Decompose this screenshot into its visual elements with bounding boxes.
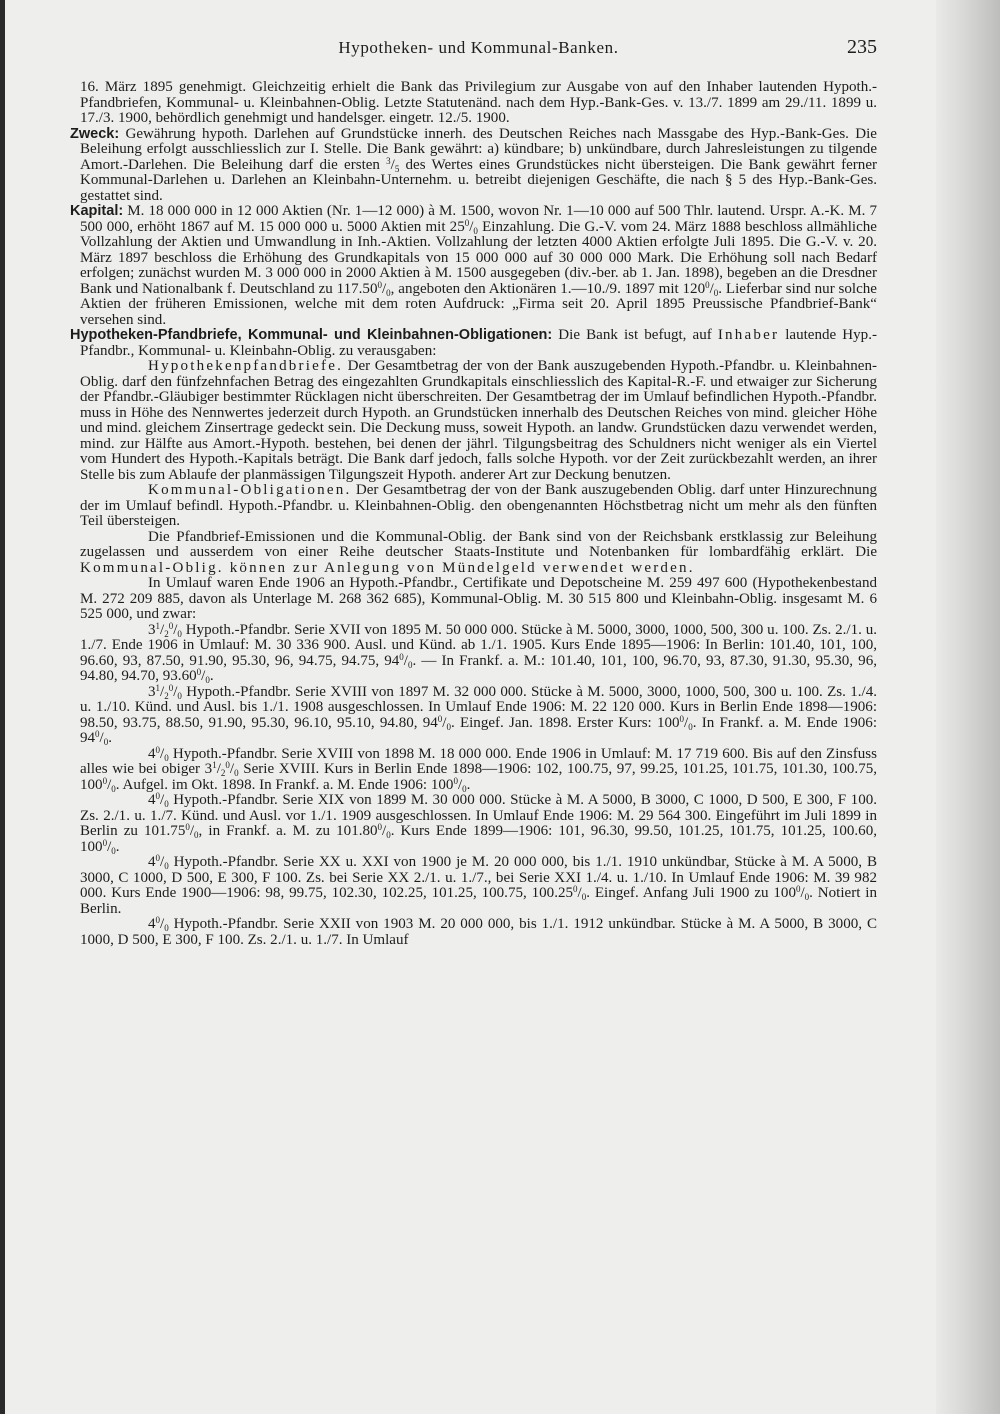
percent-sup: 0 [168,682,174,693]
percent-sup: 0 [679,713,685,724]
percent-sub: 0 [713,287,719,298]
fraction-denominator: 2 [220,768,226,778]
paragraph-text: , in Frankf. a. M. zu 101.80 [198,823,378,839]
section-label-kapital: Kapital: [70,203,124,219]
paragraph-serie-xxii: $4^0/_0$ Hypoth.-Pfandbr. Serie XXII von 1903 M. 20 000 000, bis 1./1. 1912 unkündbar. Stücke à M. A 5000, B 3000, C 1000, D 500, E 300, F 100. Zs. 2./1. u. 1./7. In Umlauf [80,915,877,948]
section-label-pfandbriefe: Hypotheken-Pfandbriefe, Kommunal- und Kleinbahnen-Obligationen: [70,327,553,343]
percent-sub: 0 [111,783,116,794]
percent-sub: 0 [581,892,587,902]
fraction-numerator: 1 [212,760,217,770]
paragraph-umlauf [80,576,877,623]
paragraph-text: Hypoth.-Pfandbr. Serie XVIII von 1897 M. 32 000 000. Stücke à M. 5000, 3000, 1000, 500, 300 u. 100. Zs. 1./4. u. 1./10. Künd. und Ausl. bis 1./1. 1908 ausgeschlossen. In Umlauf Ende 1906: M. 22 120 000. Kurs in Berlin Ende 1898—1906: 98.50, 93.75, 88.50, 91.90, 95.30, 96.10, 95.10, 94.80, 94 [80,683,877,731]
paragraph-pfandbriefe-intro [70,327,877,359]
paragraph-zweck: Zweck: Gewährung hypoth. Darlehen auf Grundstücke innerh. des Deutschen Reiches nach Massgabe des Hyp.-Bank-Ges. Die Beleihung erfolgt ausschliesslich zur I. Stelle. Die Bank gewährt: a) kündbare; b) unkündbare, durch Jahresleistungen zu tilgende Amort.-Darlehen. Die Beleihung darf die ersten $^3/_5$ des Wertes eines Grundstückes nicht übersteigen. Die Bank gewährt ferner Kommunal-Darlehen u. Darlehen an Kleinbahn-Unternehm. u. betreibt diejenigen Geschäfte, die nach § 5 des Hyp.-Bank-Ges. gestattet sind. [70,125,878,204]
rate-whole: 4 [148,792,156,808]
percent-sup: 0 [155,853,161,863]
paragraph-text: In Umlauf waren Ende 1906 an Hypoth.-Pfandbr., Certifikate und Depotscheine M. 259 497 600 (Hypothekenbestand M. 272 209 885, davon als Unterlage M. 268 362 685), Kommunal-Oblig. M. 30 515 800 und Kleinbahn-Oblig. insgesamt M. 6 525 000, und zwar: [80,575,877,622]
percent-sub: 0 [164,752,169,763]
percent-sub: 0 [111,845,116,856]
section-label-zweck: Zweck: [70,125,120,142]
rate-whole: 4 [148,745,156,762]
percent-sub: 0 [194,830,199,840]
scan-edge-left [0,0,5,1414]
paragraph-text: M. 18 000 000 in 12 000 Aktien (Nr. 1—12 000) à M. 1500, wovon Nr. 1—10 000 auf 500 Thlr. lautend. Urspr. A.-K. M. 7 500 000, erhöht 1867 auf M. 15 000 000 u. 5000 Aktien mit 25 [80,203,877,235]
paragraph-kommunal-obligationen [80,483,877,530]
percent-sup: 0 [168,620,174,631]
fraction-numerator: 1 [155,682,161,693]
paragraph-serie-xviii-1898: $4^0/_0$ Hypoth.-Pfandbr. Serie XVIII von 1898 M. 18 000 000. Ende 1906 in Umlauf: M. 17 719 600. Bis auf den Zinsfuss alles wie bei obiger $3^1/_2^0/_0$ Serie XVIII. Kurs in Berlin Ende 1898—1906: 102, 100.75, 97, 99.25, 101.25, 101.75, 101.30, 100.75, $100^0/_0$. Aufgel. im Okt. 1898. In Frankf. a. M. Ende 1906: $100^0/_0$. [80,744,877,794]
paragraph-text: . — In Frankf. a. M.: 101.40, 101, 100, 96.70, 93, 87.30, 91.30, 95.30, 96, 94.80, 94.70, 93.60 [80,652,877,684]
percent-sub: 0 [164,923,169,933]
paragraph-text: Einzahlung. Die G.-V. vom 24. März 1888 beschloss allmähliche Vollzahlung der Aktien und Umwandlung in Inh.-Aktien. Vollzahlung der letzten 4000 Aktien erfolgte Juli 1895. Die G.-V. v. 20. März 1897 beschloss die Erhöhung des Grundkapitals von 15 000 000 auf 30 000 000 Mark. Die Erhöhung soll nach Bedarf erfolgen; zunächst wurden M. 3 000 000 in 2000 Aktien à M. 1500 ausgegeben (div.-ber. ab 1. Jan. 1898), begeben an die Dresdner Bank und Nationalbank f. Deutschland zu 117.50 [80,218,877,297]
spaced-text: Inhaber [717,327,780,343]
percent-sub: 0 [164,799,169,809]
paragraph-text: . Eingef. Jan. 1898. Erster Kurs: 100 [450,714,680,731]
percent-sub: 0 [177,690,182,701]
percent-sub: 0 [205,675,210,685]
percent-sup: 0 [155,915,161,925]
rate-whole: 4 [148,854,156,870]
percent-sup: 0 [705,279,710,290]
percent-sub: 0 [177,628,182,639]
percent-sup: 0 [377,279,382,290]
paragraph-text: Gewährung hypoth. Darlehen auf Grundstücke innerh. des Deutschen Reiches nach Massgabe des Hyp.-Bank-Ges. Die Beleihung erfolgt ausschliesslich zur I. Stelle. Die Bank gewährt: a) kündbare; b) unkündbare, durch Jahresleistungen zu tilgende Amort.-Darlehen. Die Beleihung darf die ersten [80,125,877,173]
percent-sup: 0 [102,775,108,786]
paragraph-serie-xix: $4^0/_0$ Hypoth.-Pfandbr. Serie XIX von 1899 M. 30 000 000. Stücke à M. A 5000, B 3000, C 1000, D 500, E 300, F 100. Zs. 2./1. u. 1./7. Künd. und Ausl. vor 1./1. 1909 ausgeschlossen. In Umlauf Ende 1906: M. 29 564 300. Eingeführt im Juli 1899 in Berlin zu $101.75^0/_0$, in Frankf. a. M. zu $101.80^0/_0$. Kurs Ende 1899—1906: 101, 96.30, 99.50, 101.25, 101.75, 101.25, 100.60, $100^0/_0$. [80,791,877,856]
percent-sub: 0 [164,861,169,871]
paragraph-text: Der Gesamtbetrag der von der Bank auszugebenden Hypoth.-Pfandbr. u. Kleinbahnen-Oblig. darf den fünfzehnfachen Betrag des eingezahlten Grundkapitals einschliesslich des Kapital-R.-F. und etwaiger zur Sicherung der Pfandbr.-Gläubiger bestimmter Rücklagen nicht überschreiten. Der Gesamtbetrag der im Umlauf befindlichen Hypoth.-Pfandbr. muss in Höhe des Nennwertes jederzeit durch Hypoth. an Grundstücken innerhalb des Deutschen Reiches von mind. gleicher Höhe und mind. gleichem Zinsertrage gedeckt sein. Die Deckung muss, soweit Hypoth. an landw. Grundstücken dazu verwendet werden, mind. zur Hälfte aus Amort.-Hypoth. bestehen, bei denen der jährl. Tilgungsbeitrag des Schuldners nicht weniger als ein Viertel vom Hundert des Hypoth.-Kapitals beträgt. Die Bank darf jedoch, falls solche Hypoth. vor der Zeit zurückbezahlt werden, an ihrer Stelle bis zum Ablaufe der planmässigen Tilgungszeit Hypoth. anderer Art zur Deckung benutzen. [80,358,877,483]
paragraph-text: 16. März 1895 genehmigt. Gleichzeitig erhielt die Bank das Privilegium zur Ausgabe von auf den Inhaber lautenden Hypoth.-Pfandbriefen, Kommunal- u. Kleinbahnen-Oblig. Letzte Statutenänd. nach dem Hyp.-Bank-Ges. v. 13./7. 1899 am 29./11. 1899 u. 17./3. 1900, behördlich genehmigt und handelsger. eingetr. 12./5. 1900. [80,79,877,126]
percent-sub: 0 [446,721,451,732]
paragraph-text: Hypoth.-Pfandbr. Serie XIX von 1899 M. 30 000 000. Stücke à M. A 5000, B 3000, C 1000, D 500, E 300, F 100. Zs. 2./1. u. 1./7. Künd. und Ausl. vor 1./1. 1909 ausgeschlossen. In Umlauf Ende 1906: M. 29 564 300. Eingeführt im Juli 1899 in Berlin zu 101.75 [80,792,877,839]
percent-sup: 0 [399,651,404,662]
fraction-denominator: 5 [394,163,400,174]
paragraph-text: Hypoth.-Pfandbr. Serie XVIII von 1898 M. 18 000 000. Ende 1906 in Umlauf: M. 17 719 600. Bis auf den Zinsfuss alles wie bei obiger 3 [80,745,877,777]
fraction-numerator: 3 [386,155,391,166]
rate-whole: 3 [148,683,156,700]
percent-sup: 0 [437,713,443,724]
percent-sup: 0 [155,791,161,801]
percent-sub: 0 [386,287,391,298]
spaced-text: Kommunal-Oblig. können zur Anlegung von Mündelgeld verwendet werden. [80,559,695,576]
percent-sub: 0 [234,768,239,778]
paragraph-text: . [209,668,214,684]
paragraph-serie-xx-xxi: $4^0/_0$ Hypoth.-Pfandbr. Serie XX u. XXI von 1900 je M. 20 000 000, bis 1./1. 1910 unkündbar, Stücke à M. A 5000, B 3000, C 1000, D 500, E 300, F 100. Zs. bei Serie XX 2./1. u. 1./7., bei Serie XXI 1./4. u. 1./10. In Umlauf Ende 1906: M. 39 982 000. Kurs Ende 1900—1906: 98, 99.75, 102.30, 102.25, 101.25, 100.75, $100.25^0/_0$. Eingef. Anfang Juli 1900 zu $100^0/_0$. Notiert in Berlin. [80,853,877,917]
percent-sup: 0 [185,822,190,832]
paragraph-text: . [108,730,112,746]
percent-sub: 0 [462,783,467,794]
rate-whole: 4 [148,916,156,932]
percent-sub: 0 [103,737,109,747]
paragraph-text: Der Gesamtbetrag der von der Bank auszugebenden Oblig. darf unter Hinzurechnung der im Umlauf befindl. Hypoth.-Pfandbr. u. Kleinbahnen-Oblig. den obengenannten Höchstbetrag nicht um mehr als den fünften Teil übersteigen. [80,482,877,529]
percent-sup: 0 [225,760,230,770]
percent-sup: 0 [795,884,801,894]
percent-sub: 0 [407,659,413,670]
percent-sup: 0 [155,744,161,755]
percent-sub: 0 [386,830,391,840]
paragraph-text: . Eingef. Anfang Juli 1900 zu 100 [586,885,796,901]
running-head: Hypotheken- und Kommunal-Banken. [338,38,619,57]
paragraph-text: Die Bank ist befugt, auf [552,327,718,343]
paragraph-text: . Kurs Ende 1899—1906: 101, 96.30, 99.50, 101.25, 101.75, 101.25, 100.60, 100 [80,823,877,855]
paragraph-text: Hypoth.-Pfandbr. Serie XXII von 1903 M. 20 000 000, bis 1./1. 1912 unkündbar. Stücke à M. A 5000, B 3000, C 1000, D 500, E 300, F 100. Zs. 2./1. u. 1./7. In Umlauf [80,916,877,948]
paragraph-hypothekenpfandbriefe [80,359,877,483]
spaced-heading: Kommunal-Obligationen. [148,482,352,498]
paragraph-text: . Notiert in Berlin. [80,885,877,917]
paragraph-text: lautende Hyp.-Pfandbr., Kommunal- u. Kleinbahn-Oblig. zu verausgaben: [80,327,877,359]
rate-whole: 3 [148,621,156,638]
paragraph-text: , angeboten den Aktionären 1.—10./9. 1897 mit 120 [390,280,706,297]
paragraph-text: . [115,838,120,855]
paragraph-serie-xviii-1897: $3^1/_2^0/_0$ Hypoth.-Pfandbr. Serie XVIII von 1897 M. 32 000 000. Stücke à M. 5000, 3000, 1000, 500, 300 u. 100. Zs. 1./4. u. 1./10. Künd. und Ausl. bis 1./1. 1908 ausgeschlossen. In Umlauf Ende 1906: M. 22 120 000. Kurs in Berlin Ende 1898—1906: 98.50, 93.75, 88.50, 91.90, 95.30, 96.10, 95.10, 94.80, $94^0/_0$. Eingef. Jan. 1898. Erster Kurs: $100^0/_0$. In Frankf. a. M. Ende 1906: $94^0/_0$. [80,682,877,747]
page-header [80,36,877,66]
paragraph-charter [80,80,877,127]
paragraph-text: Hypoth.-Pfandbr. Serie XX u. XXI von 1900 je M. 20 000 000, bis 1./1. 1910 unkündbar, Stücke à M. A 5000, B 3000, C 1000, D 500, E 300, F 100. Zs. bei Serie XX 2./1. u. 1./7., bei Serie XXI 1./4. u. 1./10. In Umlauf Ende 1906: M. 39 982 000. Kurs Ende 1900—1906: 98, 99.75, 102.30, 102.25, 101.25, 100.75, 100.25 [80,854,877,901]
spaced-heading: Hypothekenpfandbriefe. [148,358,344,374]
paragraph-text: Die Pfandbrief-Emissionen und die Kommunal-Oblig. der Bank sind von der Reichsbank erstklassig zur Beleihung zugelassen und ausserdem von einer Reihe deutscher Staats-Institute und Notenbanken für lombardfähig erklärt. Die [80,528,877,560]
fraction-numerator: 1 [155,620,161,631]
fraction-denominator: 2 [164,628,169,639]
page-number: 235 [847,36,877,58]
percent-sup: 0 [464,217,470,228]
paragraph-text: des Wertes eines Grundstückes nicht übersteigen. Die Bank gewährt ferner Kommunal-Darlehen u. Darlehen an Kleinbahn-Unternehm. u. betreibt diejenigen Geschäfte, die nach § 5 des Hyp.-Bank-Ges. gestattet sind. [80,156,878,204]
paragraph-emissionen [80,530,877,577]
paragraph-text: Serie XVIII. Kurs in Berlin Ende 1898—1906: 102, 100.75, 97, 99.25, 101.25, 101.75, 101.30, 100.75, 100 [80,761,877,793]
paragraph-serie-xvii: $3^1/_2^0/_0$ Hypoth.-Pfandbr. Serie XVII von 1895 M. 50 000 000. Stücke à M. 5000, 3000, 1000, 500, 300 u. 100. Zs. 2./1. u. 1./7. Ende 1906 in Umlauf: M. 30 336 900. Ausl. und Künd. ab 1./1. 1905. Kurs Ende 1895—1906: In Berlin: 101.40, 101, 100, 96.60, 93, 87.50, 91.90, 95.30, 96, 94.75, 94.75, $94^0/_0$. — In Frankf. a. M.: 101.40, 101, 100, 96.70, 93, 87.30, 91.30, 95.30, 96, 94.80, 94.70, $93.60^0/_0$. [80,620,877,685]
paragraph-text: . In Frankf. a. M. Ende 1906: 94 [80,714,877,746]
percent-sup: 0 [573,884,578,894]
page-body [70,79,878,948]
percent-sup: 0 [95,729,100,739]
percent-sup: 0 [196,667,202,677]
paragraph-text: . Aufgel. im Okt. 1898. In Frankf. a. M. Ende 1906: 100 [115,776,454,793]
paragraph-text: Hypoth.-Pfandbr. Serie XVII von 1895 M. 50 000 000. Stücke à M. 5000, 3000, 1000, 500, 300 u. 100. Zs. 2./1. u. 1./7. Ende 1906 in Umlauf: M. 30 336 900. Ausl. und Künd. ab 1./1. 1905. Kurs Ende 1895—1906: In Berlin: 101.40, 101, 100, 96.60, 93, 87.50, 91.90, 95.30, 96, 94.75, 94.75, 94 [80,621,877,669]
percent-sup: 0 [102,837,108,848]
percent-sub: 0 [473,225,478,236]
percent-sub: 0 [688,721,693,732]
paragraph-kapital: Kapital: M. 18 000 000 in 12 000 Aktien (Nr. 1—12 000) à M. 1500, wovon Nr. 1—10 000 auf 500 Thlr. lautend. Urspr. A.-K. M. 7 500 000, erhöht 1867 auf M. 15 000 000 u. 5000 Aktien mit $25^0/_0$ Einzahlung. Die G.-V. vom 24. März 1888 beschloss allmähliche Vollzahlung der Aktien und Umwandlung in Inh.-Aktien. Vollzahlung der letzten 4000 Aktien erfolgte Juli 1895. Die G.-V. v. 20. März 1897 beschloss die Erhöhung des Grundkapitals von 15 000 000 auf 30 000 000 Mark. Die Erhöhung soll nach Bedarf erfolgen; zunächst wurden M. 3 000 000 in 2000 Aktien à M. 1500 ausgegeben (div.-ber. ab 1. Jan. 1898), begeben an die Dresdner Bank und Nationalbank f. Deutschland zu $117.50^0/_0$, angeboten den Aktionären 1.—10./9. 1897 mit $120^0/_0$. Lieferbar sind nur solche Aktien der früheren Emissionen, welche mit dem roten Aufdruck: „Firma seit 20. April 1895 Preussische Pfandbrief-Bank“ versehen sind. [70,203,877,328]
paragraph-text: . [466,776,471,793]
percent-sup: 0 [377,822,383,832]
fraction-denominator: 2 [164,690,169,701]
percent-sub: 0 [804,892,810,902]
scan-edge-right [936,0,1000,1414]
percent-sup: 0 [453,775,458,786]
paragraph-text: . Lieferbar sind nur solche Aktien der früheren Emissionen, welche mit dem roten Aufdruck: „Firma seit 20. April 1895 Preussische Pfandbrief-Bank“ versehen sind. [80,280,877,328]
